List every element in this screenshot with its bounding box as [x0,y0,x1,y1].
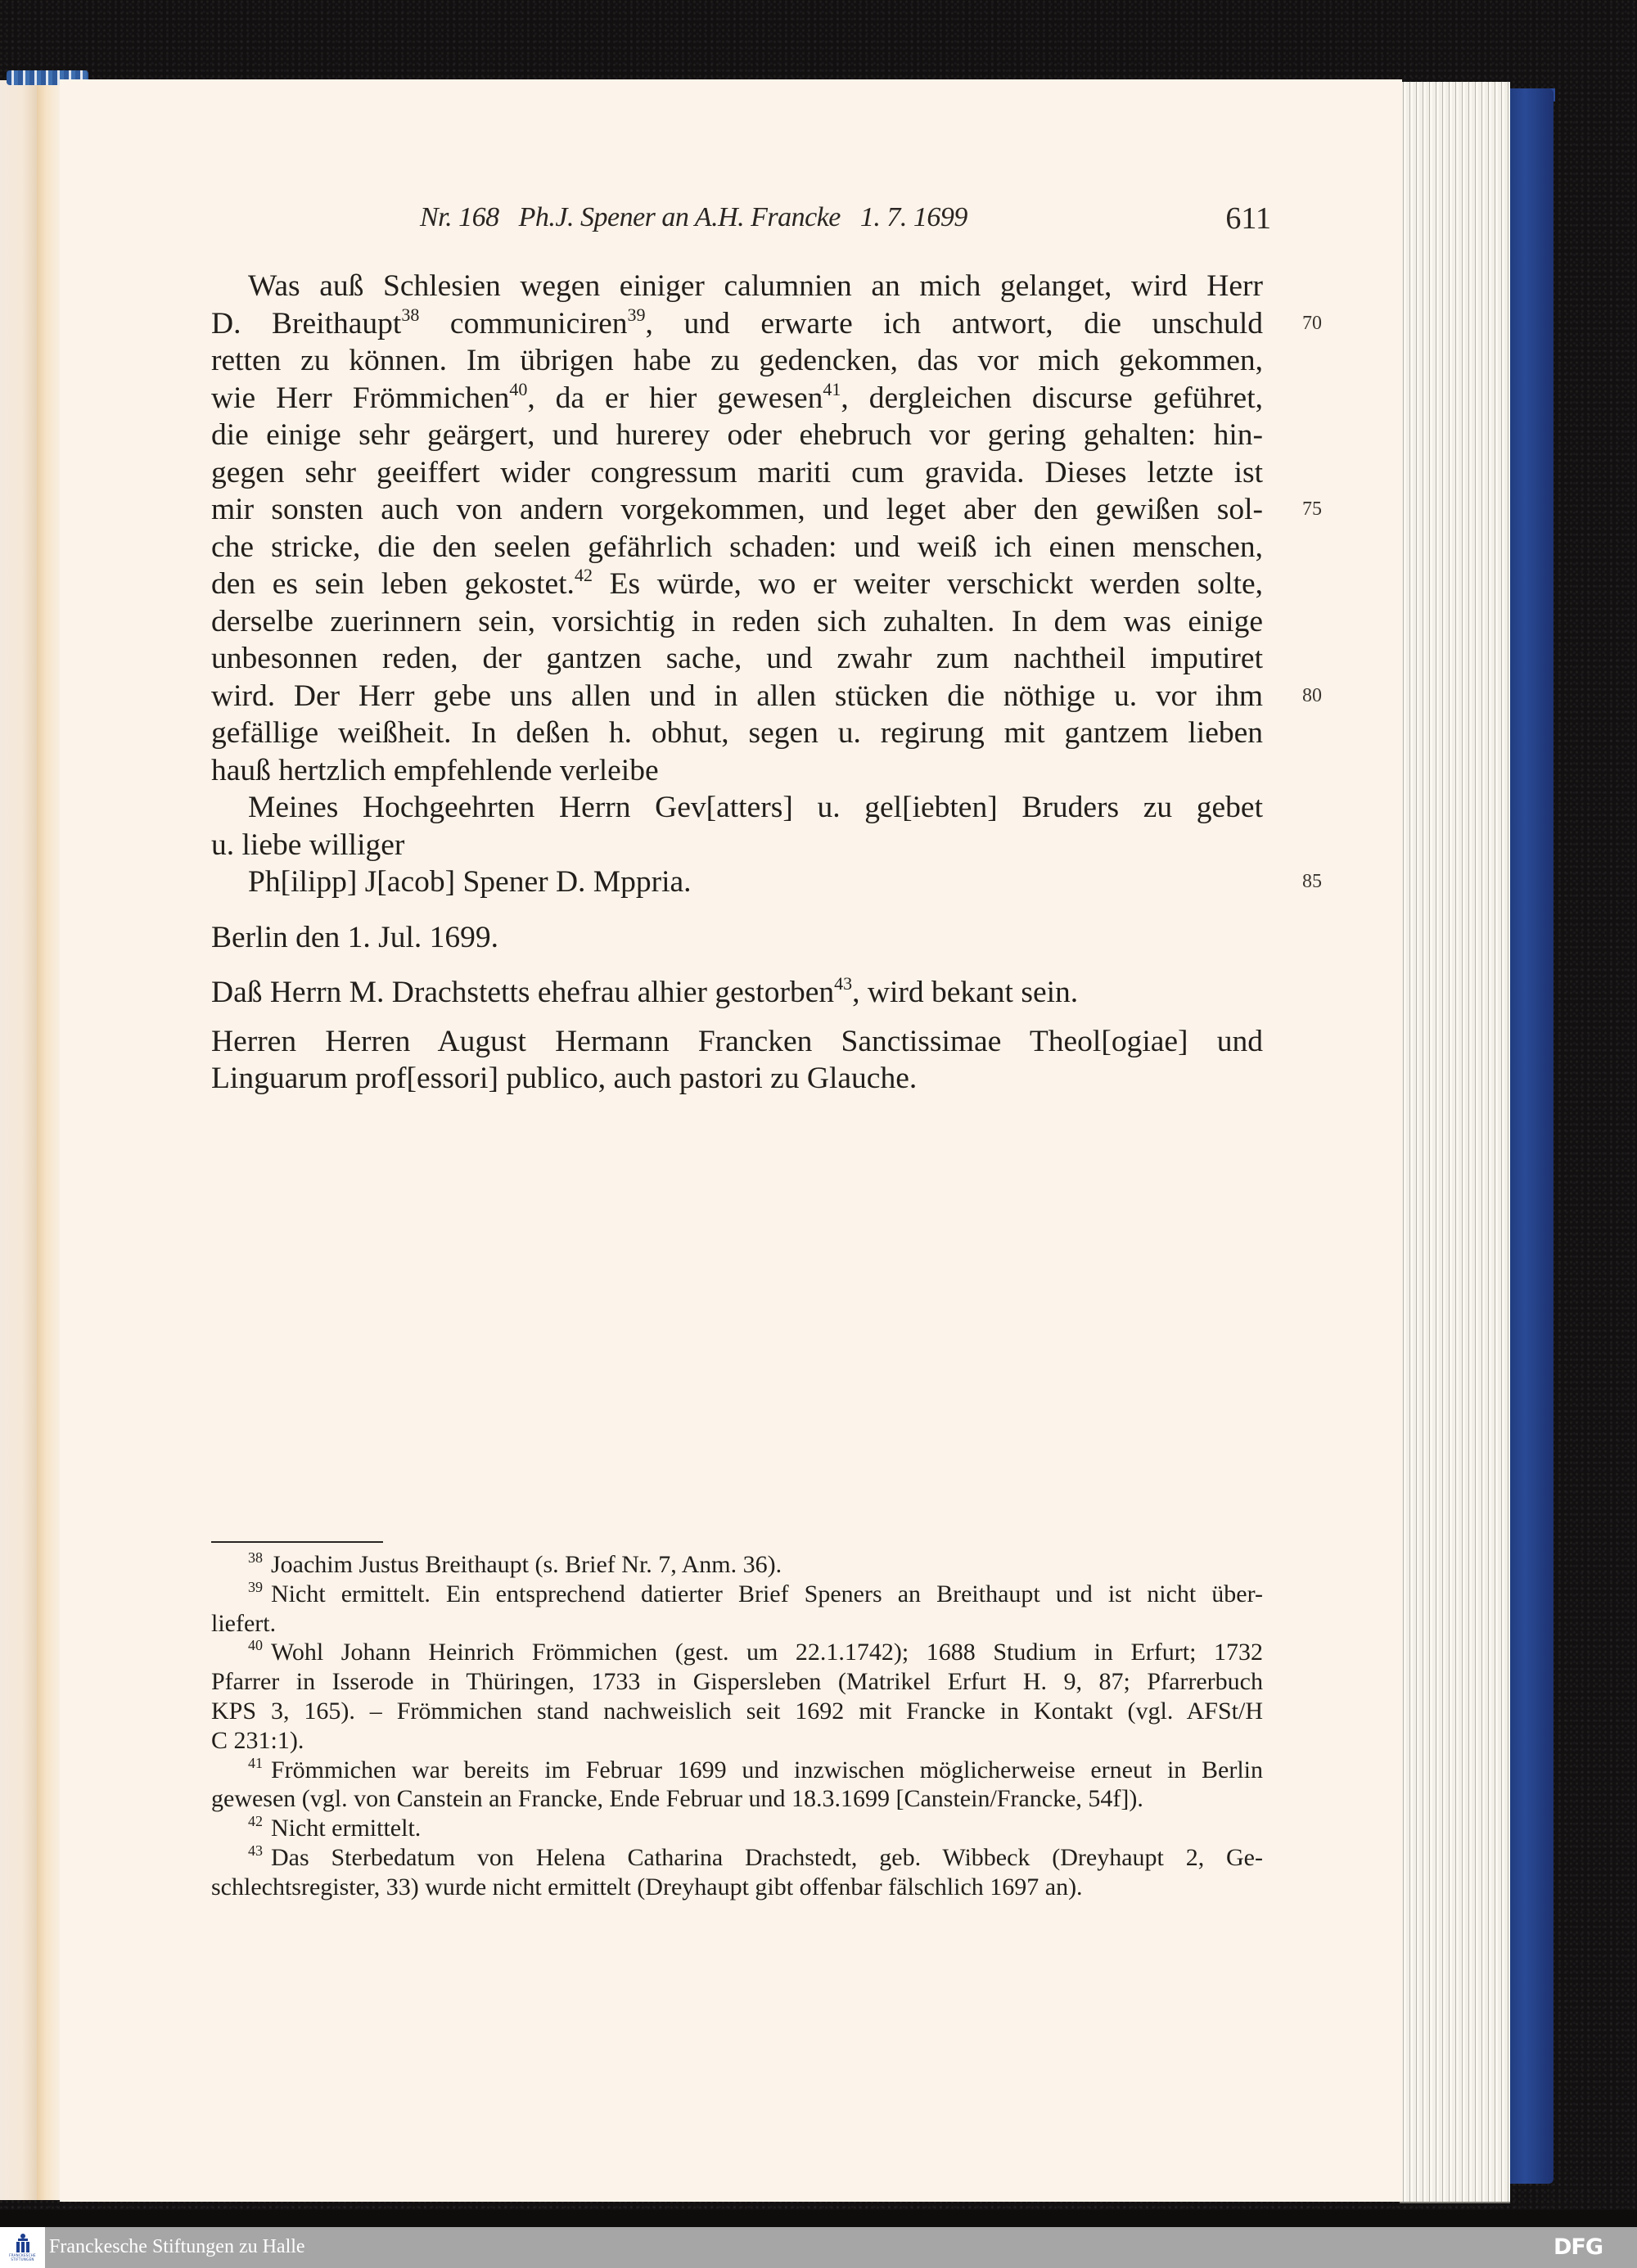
footnote-text: Wohl Johann Heinrich Frömmichen (gest. um 22.1.1742); 1688 Studium in Erfurt; 1732 [271,1639,1263,1666]
text-run: mir sonsten auch von andern vorgekommen, und leget aber den gewißen sol- [211,493,1263,526]
text-run: , dergleichen discurse geführet, [841,381,1263,415]
footnote-number: 38 [248,1549,263,1566]
footnotes [211,1550,1263,1902]
footnote-number: 40 [248,1637,263,1654]
text-line [211,304,1322,343]
footnote-number: 43 [248,1842,263,1859]
institution-name: Franckesche Stiftungen zu Halle [49,2236,305,2257]
paragraph-spacer [211,1012,1263,1023]
line-number: 75 [1302,498,1322,520]
page-edges-stack [1400,82,1510,2203]
footnote [211,1756,1263,1815]
text-run: Berlin den 1. Jul. 1699. [211,920,499,954]
text-run: Was auß Schlesien wegen einiger calumnien an mich gelanget, wird Herr [248,269,1263,303]
text-line [211,640,1263,678]
text-run: , und erwarte ich antwort, die unschuld [645,306,1263,340]
text-run: communiciren [419,306,628,340]
paragraph-spacer [211,901,1263,919]
text-line [211,491,1322,529]
footnote-number: 39 [248,1578,263,1595]
text-line [211,863,1322,901]
paragraph-spacer [211,956,1263,974]
text-line [211,1023,1263,1061]
text-line [211,454,1263,492]
text-line [211,715,1263,752]
text-line [211,529,1263,566]
text-line [211,974,1263,1012]
footnote-text: Nicht ermittelt. Ein entsprechend datierter Brief Speners an Breithaupt und ist nicht über- [271,1580,1263,1607]
text-line [211,789,1263,827]
line-number: 85 [1302,871,1322,892]
text-run: Linguarum prof[essori] publico, auch pastori zu Glauche. [211,1062,918,1095]
text-run: wird. Der Herr gebe uns allen und in allen stücken die nöthige u. vor ihm [211,679,1263,713]
text-run: , da er hier gewesen [527,381,823,415]
footnote-text: KPS 3, 165). – Frömmichen stand nachweislich seit 1692 mit Francke in Kontakt (vgl. AFSt/H [211,1697,1263,1725]
footnote-line [211,1580,1263,1609]
footnote-marker[interactable]: 41 [823,378,841,399]
footnote-text: Nicht ermittelt. [271,1815,422,1842]
text-line [211,417,1263,454]
footnote-marker[interactable]: 39 [627,304,646,325]
footnote-text: gewesen (vgl. von Canstein an Francke, Ende Februar und 18.3.1699 [Canstein/Francke, 54f]). [211,1785,1143,1813]
line-number: 80 [1302,684,1322,706]
footnote [211,1814,1263,1843]
franckesche-stiftungen-logo [0,2227,45,2268]
footnote-number: 42 [248,1813,263,1830]
left-page-edge [0,80,37,2200]
running-head-title: Nr. 168 Ph.J. Spener an A.H. Francke 1. 7. 1699 [420,202,967,232]
text-run: retten zu können. Im übrigen habe zu gedencken, das vor mich gekommen, [211,344,1263,377]
logo-text: FRANCKESCHE STIFTUNGEN [9,2253,36,2261]
footnote-marker[interactable]: 40 [509,378,528,399]
footnote-text: liefert. [211,1609,277,1637]
text-run: gefällige weißheit. In deßen h. obhut, segen u. regirung mit gantzem lieben [211,716,1263,750]
text-line [211,827,1263,864]
text-run: Es würde, wo er weiter verschickt werden solte, [592,567,1264,601]
text-line [211,678,1322,715]
footnote-line [211,1697,1263,1726]
footnote-line [211,1756,1263,1785]
footnote [211,1638,1263,1755]
footnote-text: schlechtsregister, 33) wurde nicht ermittelt (Dreyhaupt gibt offenbar fälschlich 1697 an). [211,1873,1083,1901]
text-run: D. Breithaupt [211,306,402,340]
text-line [211,380,1263,417]
footnote-line [211,1726,1263,1756]
text-run: che stricke, die den seelen gefährlich schaden: und weiß ich einen menschen, [211,530,1263,564]
viewer-footer-bar [0,2227,1637,2268]
text-run: die einige sehr geärgert, und hurerey oder ehebruch vor gering gehalten: hin- [211,418,1263,452]
footnote-text: Joachim Justus Breithaupt (s. Brief Nr. 7, Anm. 36). [271,1551,782,1578]
text-run: gegen sehr geeiffert wider congressum mariti cum gravida. Dieses letzte ist [211,455,1263,489]
running-head [420,201,1271,236]
line-number: 70 [1302,312,1322,334]
page-number: 611 [1225,201,1271,236]
text-run: unbesonnen reden, der gantzen sache, und zwahr zum nachtheil imputiret [211,642,1263,675]
text-line [211,342,1263,380]
logo-figure-icon [16,2234,30,2253]
footnote [211,1843,1263,1902]
text-line [211,1060,1263,1098]
footnote [211,1580,1263,1639]
footnote-text: Frömmichen war bereits im Februar 1699 und inzwischen möglicherweise erneut in Berlin [271,1756,1263,1783]
text-run: Daß Herrn M. Drachstetts ehefrau alhier gestorben [211,976,835,1009]
dfg-logo: DFG [1553,2234,1603,2260]
text-run: Herren Herren August Hermann Francken Sanctissimae Theol[ogiae] und [211,1024,1263,1058]
book-page [60,79,1402,2202]
book-cover [1506,88,1554,2184]
text-run: Ph[ilipp] J[acob] Spener D. Mppria. [248,865,692,899]
footnote-line [211,1873,1263,1902]
text-line [211,919,1263,957]
footnote-marker[interactable]: 43 [834,973,853,994]
footnote-number: 41 [248,1754,263,1771]
footnote [211,1550,1263,1580]
text-line [211,268,1263,305]
footnote-marker[interactable]: 38 [401,304,420,325]
footnote-line [211,1550,1263,1580]
footnote-text: Das Sterbedatum von Helena Catharina Drachstedt, geb. Wibbeck (Dreyhaupt 2, Ge- [271,1843,1263,1871]
footnote-rule [211,1541,383,1543]
footnote-marker[interactable]: 42 [574,565,593,585]
text-run: u. liebe williger [211,827,405,862]
text-run: derselbe zuerinnern sein, vorsichtig in reden sich zuhalten. In dem was einige [211,604,1263,638]
text-line [211,603,1263,641]
footnote-line [211,1814,1263,1843]
footnote-line [211,1638,1263,1667]
footnote-text: Pfarrer in Isserode in Thüringen, 1733 in Gispersleben (Matrikel Erfurt H. 9, 87; Pfarrerbuch [211,1668,1263,1696]
text-line [211,566,1263,603]
text-run: , wird bekant sein. [852,976,1079,1009]
text-run: wie Herr Frömmichen [211,381,510,415]
text-line [211,752,1263,790]
footnote-line [211,1784,1263,1814]
book-gutter [37,80,60,2200]
footnote-line [211,1609,1263,1639]
footnote-line [211,1667,1263,1697]
text-run: hauß hertzlich empfehlende verleibe [211,753,659,787]
text-run: den es sein leben gekostet. [211,567,575,601]
footnote-text: C 231:1). [211,1726,304,1754]
footnote-line [211,1843,1263,1873]
text-run: Meines Hochgeehrten Herrn Gev[atters] u. gel[iebten] Bruders zu gebet [248,791,1263,824]
letter-body [211,268,1322,1098]
